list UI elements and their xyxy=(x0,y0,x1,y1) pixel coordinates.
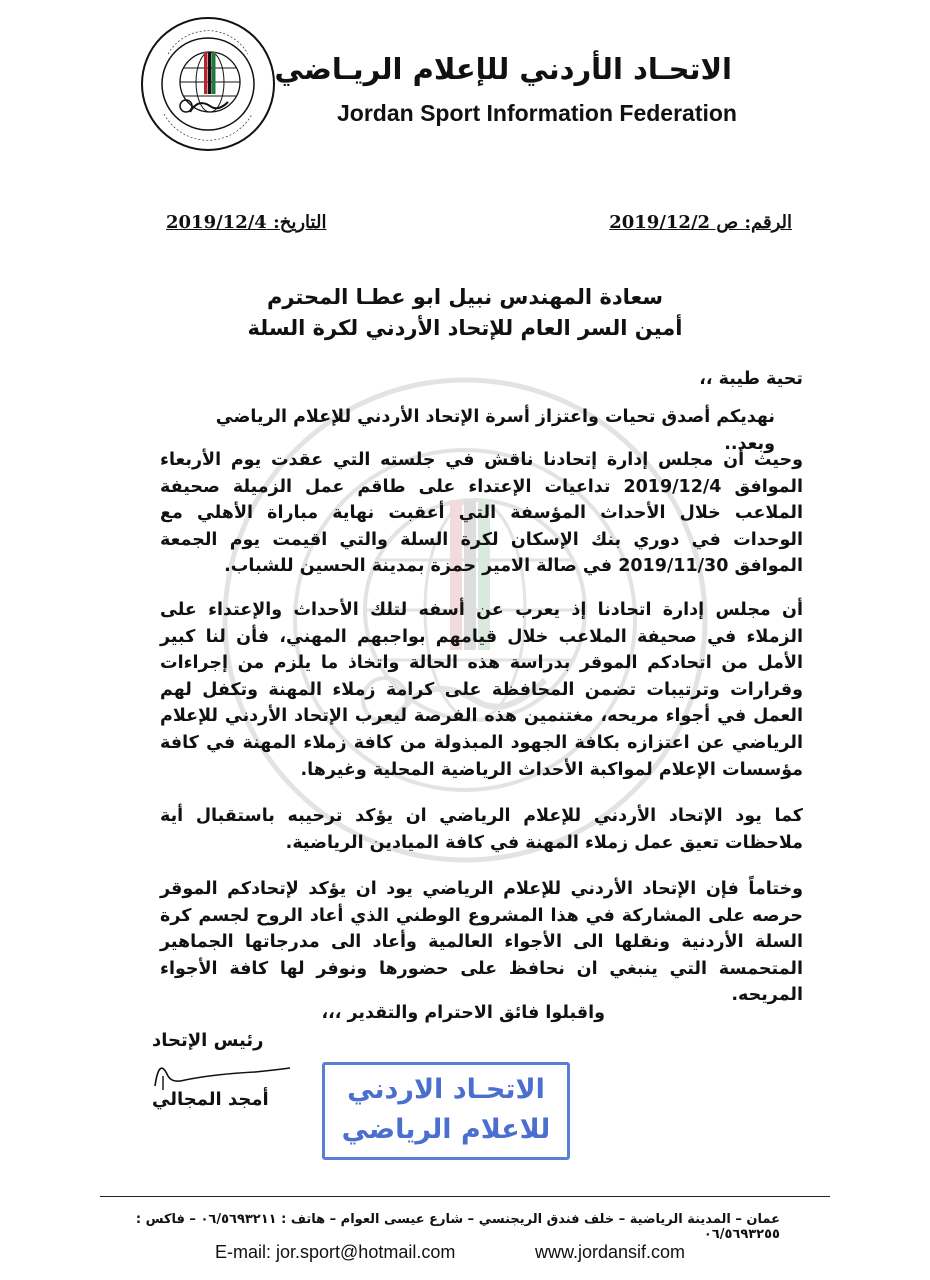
stamp-line-1: الاتحـاد الاردني xyxy=(347,1074,545,1105)
greeting: تحية طيبة ،، xyxy=(699,369,803,389)
paragraph-intro: نهديكم أصدق تحيات واعتزاز أسرة الإتحاد الأردني للإعلام الرياضي وبعد.. xyxy=(215,407,775,454)
official-stamp xyxy=(322,1062,570,1160)
recipient-name: سعادة المهندس نبيل ابو عطـا المحترم xyxy=(266,285,664,309)
footer-address: عمان – المدينة الرياضية – خلف فندق الريجنسي – شارع عيسى العوام – هاتف : ٠٦/٥٦٩٣٢١١ – فاكس : ٠٦/٥٦٩٣٢٥٥ xyxy=(135,1212,780,1242)
recipient-title: أمين السر العام للإتحاد الأردني لكرة السلة xyxy=(247,316,683,340)
signature-title: رئيس الإتحاد xyxy=(152,1030,264,1051)
footer-website: www.jordansif.com xyxy=(534,1242,685,1262)
closing-salutation: واقبلوا فائق الاحترام والتقدير ،،، xyxy=(321,1003,605,1023)
federation-name-arabic: الاتحـاد الأردني للإعلام الريـاضي xyxy=(274,52,732,86)
paragraph-welcome: كما يود الإتحاد الأردني للإعلام الرياضي ان يؤكد ترحيبه باستقبال أية ملاحظات تعيق عمل زملاء المهنة في كافة الميادين الرياضية. xyxy=(160,806,803,853)
federation-logo-icon xyxy=(138,14,278,154)
federation-name-english: Jordan Sport Information Federation xyxy=(337,100,737,126)
signature-name: أمجد المجالي xyxy=(152,1089,269,1110)
paragraph-closing: وختاماً فإن الإتحاد الأردني للإعلام الرياضي يود ان يؤكد لإتحادكم الموقر حرصه على المشاركة في هذا المشروع الوطني الذي أعاد الروح لجسم كرة السلة الأردنية ونقلها الى الأجواء العالمية وأعاد الى مدرجاتها الجماهير المتحمسة التي ينبغي ان نحافظ على حضورها ونوفر لها كافة الأجواء المريحه. xyxy=(160,879,803,1006)
footer-email: E-mail: jor.sport@hotmail.com xyxy=(215,1242,456,1262)
stamp-line-2: للاعلام الرياضي xyxy=(341,1114,551,1145)
paragraph-meeting: وحيث أن مجلس إدارة إتحادنا ناقش في جلسته التي عقدت يوم الأربعاء الموافق 2019/12/4 تداعيات الإعتداء على طاقم عمل الزميلة صحيفة الملاعب خلال الأحداث المؤسفة التي أعقبت نهاية مباراة الأهلي مع الوحدات في دوري بنك الإسكان لكرة السلة والتي اقيمت يوم الجمعة الموافق 2019/11/30 في صالة الامير حمزة بمدينة الحسين للشباب. xyxy=(160,450,803,577)
paragraph-regret: أن مجلس إدارة اتحادنا إذ يعرب عن أسفه لتلك الأحداث والإعتداء على الزملاء في صحيفة الملاعب خلال قيامهم بواجبهم المهني، فأن لنا كبير الأمل من اتحادكم الموقر بدراسة هذه الحالة واتخاذ ما يلزم من إجراءات وقرارات وترتيبات تضمن المحافظة على كرامة زملاء المهنة وتكفل لهم العمل في أجواء مريحه، مغتنمين هذه الفرصة ليعرب الإتحاد الأردني للإعلام الرياضي عن اعتزازه بكافة الجهود المبذولة من كافة زملاء المهنة في كافة مؤسسات الإعلام لمواكبة الأحداث الرياضية المحلية وغيرها. xyxy=(160,600,803,780)
footer-divider xyxy=(100,1196,830,1197)
reference-number: الرقم: ص 2019/12/2 xyxy=(609,212,792,233)
letter-date: التاريخ: 2019/12/4 xyxy=(166,212,327,233)
